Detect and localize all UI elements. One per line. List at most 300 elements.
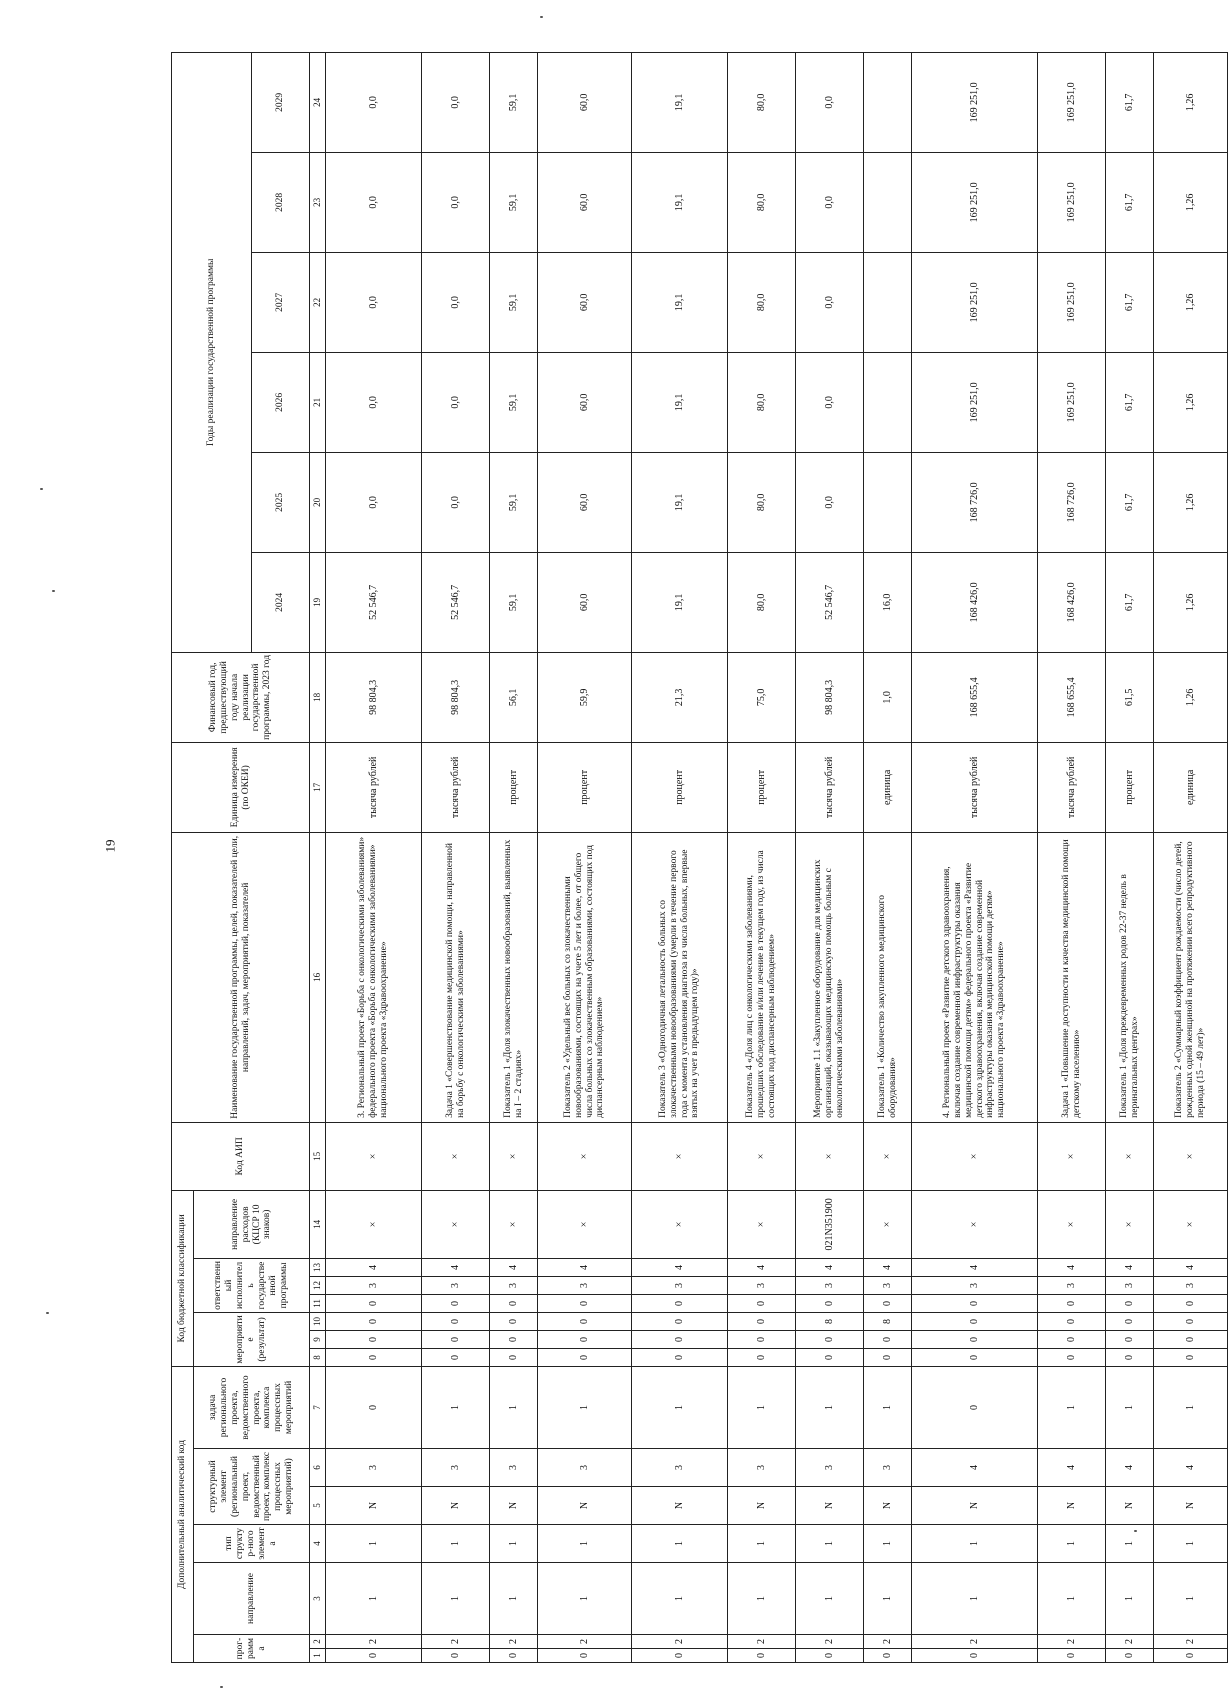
scan-speck: [40, 488, 43, 490]
code-cell: 2: [1038, 1635, 1106, 1649]
code-cell: 021N351900: [796, 1190, 864, 1258]
row-year-value: 0,0: [422, 452, 490, 552]
row-year-value: [864, 152, 912, 252]
row-fin-year-value: 1,26: [1154, 652, 1228, 742]
row-year-value: 169 251,0: [1038, 52, 1106, 152]
code-cell: 2: [864, 1635, 912, 1649]
row-year-value: 0,0: [796, 252, 864, 352]
code-cell: 0: [1106, 1348, 1154, 1366]
code-cell: 0: [538, 1330, 632, 1348]
row-year-value: 61,7: [1106, 252, 1154, 352]
code-cell: 0: [796, 1294, 864, 1312]
code-cell: 3: [1154, 1276, 1228, 1294]
row-year-value: [864, 52, 912, 152]
code-cell: 0: [912, 1366, 1038, 1448]
header-direction: направление: [194, 1563, 310, 1635]
scan-speck: [540, 16, 543, 18]
row-unit: единица: [864, 742, 912, 832]
row-year-value: 61,7: [1106, 152, 1154, 252]
row-unit: тысяча рублей: [796, 742, 864, 832]
code-cell: 0: [728, 1294, 796, 1312]
column-number-11: 11: [310, 1294, 326, 1312]
header-years-group: Годы реализации государственной программы: [172, 52, 252, 652]
code-cell: ×: [912, 1190, 1038, 1258]
row-year-value: 80,0: [728, 452, 796, 552]
row-fin-year-value: 1,0: [864, 652, 912, 742]
code-cell: 0: [326, 1294, 422, 1312]
column-number-10: 10: [310, 1312, 326, 1330]
code-cell: 4: [538, 1258, 632, 1276]
row-year-value: 0,0: [796, 452, 864, 552]
column-number-24: 24: [310, 52, 326, 152]
row-unit: тысяча рублей: [912, 742, 1038, 832]
header-struct-element: структурный элемент (региональный проект, ведомственный проект, комплекс процессных мероприятий): [194, 1449, 310, 1525]
table-row: [490, 52, 538, 1662]
table-row: [1038, 52, 1106, 1662]
code-cell: 0: [538, 1348, 632, 1366]
code-cell: 3: [422, 1276, 490, 1294]
code-cell: 1: [912, 1563, 1038, 1635]
code-cell: 2: [796, 1635, 864, 1649]
code-cell: 3: [422, 1449, 490, 1487]
row-name: Показатель 2 «Удельный вес больных со злокачественными новообразованиями, состоящих на учете 5 лет и более, от общего числа больных со злокачественным образованиями, состоящих под диспансерным наблюдением»: [538, 832, 632, 1122]
row-year-value: 60,0: [538, 552, 632, 652]
row-year-value: 1,26: [1154, 52, 1228, 152]
code-cell: 0: [632, 1312, 728, 1330]
row-name: Задача 1 «Повышение доступности и качества медицинской помощи детскому населению»: [1038, 832, 1106, 1122]
code-cell: 1: [538, 1563, 632, 1635]
code-cell: 0: [632, 1330, 728, 1348]
code-cell: 4: [1106, 1258, 1154, 1276]
code-cell: 0: [912, 1294, 1038, 1312]
code-cell: N: [490, 1487, 538, 1525]
code-cell: ×: [326, 1190, 422, 1258]
code-cell: 0: [490, 1649, 538, 1663]
row-fin-year-value: 56,1: [490, 652, 538, 742]
code-cell: ×: [864, 1190, 912, 1258]
row-year-value: 61,7: [1106, 352, 1154, 452]
code-cell: N: [326, 1487, 422, 1525]
header-year-2028: 2028: [252, 152, 310, 252]
code-cell: 3: [490, 1449, 538, 1487]
row-year-value: 0,0: [422, 352, 490, 452]
column-number-6: 6: [310, 1449, 326, 1487]
code-cell: N: [728, 1487, 796, 1525]
row-year-value: 60,0: [538, 52, 632, 152]
row-year-value: 59,1: [490, 452, 538, 552]
table-row: [796, 52, 864, 1662]
code-cell: 0: [326, 1330, 422, 1348]
row-name: 4. Региональный проект «Развитие детского здравоохранения, включая создание современной инфраструктуры оказания медицинской помощи детям» федерального проекта «Развитие детского здравоохранения, включая создание современной инфраструктуры оказания медицинской помощи детям» национального проекта «Здравоохранение»: [912, 832, 1038, 1122]
column-number-16: 16: [310, 832, 326, 1122]
code-cell: 0: [1038, 1312, 1106, 1330]
row-year-value: 60,0: [538, 152, 632, 252]
row-year-value: 80,0: [728, 352, 796, 452]
code-cell: 1: [490, 1563, 538, 1635]
code-cell: 1: [1038, 1366, 1106, 1448]
code-cell: ×: [632, 1190, 728, 1258]
row-unit: единица: [1154, 742, 1228, 832]
code-cell: 3: [728, 1276, 796, 1294]
column-number-14: 14: [310, 1190, 326, 1258]
code-cell: 1: [422, 1525, 490, 1563]
code-cell: 4: [728, 1258, 796, 1276]
code-cell: ×: [864, 1122, 912, 1190]
code-cell: N: [796, 1487, 864, 1525]
header-task: задача регионального проекта, ведомственного проекта, комплекса процессных мероприятий: [194, 1366, 310, 1448]
row-year-value: 0,0: [326, 52, 422, 152]
code-cell: 0: [864, 1294, 912, 1312]
header-year-2024: 2024: [252, 552, 310, 652]
code-cell: 0: [490, 1294, 538, 1312]
column-number-15: 15: [310, 1122, 326, 1190]
code-cell: 2: [728, 1635, 796, 1649]
code-cell: 3: [728, 1449, 796, 1487]
row-name: Показатель 1 «Доля преждевременных родов 22-37 недель в перинатальных центрах»: [1106, 832, 1154, 1122]
code-cell: 0: [1106, 1294, 1154, 1312]
column-number-13: 13: [310, 1258, 326, 1276]
code-cell: 3: [864, 1449, 912, 1487]
code-cell: N: [538, 1487, 632, 1525]
code-cell: ×: [728, 1122, 796, 1190]
code-cell: 1: [728, 1525, 796, 1563]
row-name: Показатель 1 «Количество закупленного медицинского оборудования»: [864, 832, 912, 1122]
code-cell: 4: [1106, 1449, 1154, 1487]
code-cell: 1: [490, 1366, 538, 1448]
row-year-value: 169 251,0: [912, 352, 1038, 452]
row-unit: процент: [538, 742, 632, 832]
code-cell: 3: [796, 1449, 864, 1487]
code-cell: 0: [1154, 1312, 1228, 1330]
code-cell: 2: [490, 1635, 538, 1649]
column-number-row: [310, 52, 326, 1662]
row-year-value: [864, 252, 912, 352]
row-name: Задача 1 «Совершенствование медицинской помощи, направленной на борьбу с онкологическими заболеваниями»: [422, 832, 490, 1122]
code-cell: 2: [422, 1635, 490, 1649]
code-cell: ×: [422, 1190, 490, 1258]
code-cell: 0: [422, 1330, 490, 1348]
header-aip-code: Код АИП: [172, 1122, 310, 1190]
column-number-9: 9: [310, 1330, 326, 1348]
code-cell: ×: [490, 1190, 538, 1258]
code-cell: 1: [632, 1366, 728, 1448]
row-fin-year-value: 75,0: [728, 652, 796, 742]
code-cell: 0: [796, 1348, 864, 1366]
code-cell: 0: [490, 1312, 538, 1330]
code-cell: 1: [1154, 1563, 1228, 1635]
code-cell: 0: [912, 1348, 1038, 1366]
code-cell: 3: [1106, 1276, 1154, 1294]
code-cell: 0: [796, 1330, 864, 1348]
program-table: [171, 52, 1228, 1663]
code-cell: 0: [728, 1348, 796, 1366]
scan-speck: [1134, 1530, 1137, 1532]
row-year-value: 59,1: [490, 152, 538, 252]
column-number-1: 1: [310, 1649, 326, 1663]
code-cell: 4: [1154, 1258, 1228, 1276]
row-fin-year-value: 21,3: [632, 652, 728, 742]
header-unit: Единица измерения (по ОКЕИ): [172, 742, 310, 832]
code-cell: 3: [326, 1276, 422, 1294]
code-cell: ×: [422, 1122, 490, 1190]
code-cell: 1: [796, 1525, 864, 1563]
header-year-2029: 2029: [252, 52, 310, 152]
code-cell: 0: [632, 1294, 728, 1312]
table-row: [864, 52, 912, 1662]
code-cell: 1: [1106, 1525, 1154, 1563]
table-row: [728, 52, 796, 1662]
code-cell: ×: [1154, 1122, 1228, 1190]
code-cell: 3: [326, 1449, 422, 1487]
column-number-2: 2: [310, 1635, 326, 1649]
code-cell: 0: [1038, 1649, 1106, 1663]
row-year-value: 61,7: [1106, 452, 1154, 552]
code-cell: ×: [1038, 1122, 1106, 1190]
code-cell: 0: [1038, 1294, 1106, 1312]
code-cell: N: [422, 1487, 490, 1525]
code-cell: 4: [1038, 1449, 1106, 1487]
code-cell: 1: [1038, 1563, 1106, 1635]
row-name: Показатель 1 «Доля злокачественных новообразований, выявленных на I – 2 стадиях»: [490, 832, 538, 1122]
code-cell: 1: [864, 1563, 912, 1635]
row-unit: процент: [1106, 742, 1154, 832]
row-year-value: 19,1: [632, 52, 728, 152]
row-year-value: 52 546,7: [796, 552, 864, 652]
code-cell: 3: [796, 1276, 864, 1294]
row-unit: процент: [490, 742, 538, 832]
code-cell: 2: [1154, 1635, 1228, 1649]
code-cell: 0: [1038, 1348, 1106, 1366]
code-cell: 3: [1038, 1276, 1106, 1294]
code-cell: 1: [1154, 1525, 1228, 1563]
table-row: [422, 52, 490, 1662]
code-cell: 1: [422, 1366, 490, 1448]
code-cell: 0: [326, 1348, 422, 1366]
code-cell: 3: [632, 1449, 728, 1487]
table-row: [632, 52, 728, 1662]
row-year-value: 0,0: [796, 152, 864, 252]
header-measure: мероприятие (результат): [194, 1312, 310, 1366]
code-cell: 4: [864, 1258, 912, 1276]
code-cell: 0: [864, 1330, 912, 1348]
code-cell: 1: [796, 1366, 864, 1448]
code-cell: 0: [864, 1649, 912, 1663]
row-year-value: 0,0: [422, 252, 490, 352]
code-cell: 0: [1106, 1312, 1154, 1330]
code-cell: 1: [912, 1525, 1038, 1563]
row-year-value: 0,0: [326, 452, 422, 552]
header-expense: направление расходов (КЦСР 10 знаков): [194, 1190, 310, 1258]
row-year-value: 0,0: [796, 352, 864, 452]
code-cell: 1: [864, 1525, 912, 1563]
header-year-2027: 2027: [252, 252, 310, 352]
code-cell: N: [1106, 1487, 1154, 1525]
code-cell: 1: [632, 1563, 728, 1635]
column-number-4: 4: [310, 1525, 326, 1563]
code-cell: 2: [632, 1635, 728, 1649]
code-cell: 0: [728, 1330, 796, 1348]
code-cell: ×: [1038, 1190, 1106, 1258]
row-fin-year-value: 98 804,3: [796, 652, 864, 742]
row-year-value: 169 251,0: [912, 52, 1038, 152]
header-budget-code: Код бюджетной классификации: [172, 1190, 194, 1366]
code-cell: 0: [1154, 1649, 1228, 1663]
column-number-20: 20: [310, 452, 326, 552]
header-name: Наименование государственной программы, целей, показателей цели, направлений, задач, мероприятий, показателей: [172, 832, 310, 1122]
code-cell: 4: [326, 1258, 422, 1276]
row-fin-year-value: 59,9: [538, 652, 632, 742]
code-cell: 8: [864, 1312, 912, 1330]
code-cell: 0: [490, 1348, 538, 1366]
row-year-value: 0,0: [422, 152, 490, 252]
column-number-3: 3: [310, 1563, 326, 1635]
code-cell: 0: [728, 1312, 796, 1330]
code-cell: N: [1038, 1487, 1106, 1525]
code-cell: 3: [912, 1276, 1038, 1294]
row-year-value: [864, 452, 912, 552]
column-number-8: 8: [310, 1348, 326, 1366]
code-cell: 0: [538, 1294, 632, 1312]
code-cell: ×: [796, 1122, 864, 1190]
row-unit: процент: [632, 742, 728, 832]
row-fin-year-value: 98 804,3: [422, 652, 490, 742]
code-cell: 0: [326, 1312, 422, 1330]
code-cell: 0: [1154, 1294, 1228, 1312]
table-row: [1106, 52, 1154, 1662]
row-year-value: 169 251,0: [1038, 252, 1106, 352]
row-name: 3. Региональный проект «Борьба с онкологическими заболеваниями» федерального проекта «Борьба с онкологическими заболеваниями» национального проекта «Здравоохранение»: [326, 832, 422, 1122]
code-cell: 3: [538, 1449, 632, 1487]
code-cell: 2: [326, 1635, 422, 1649]
code-cell: 0: [490, 1330, 538, 1348]
code-cell: 1: [728, 1366, 796, 1448]
code-cell: 1: [632, 1525, 728, 1563]
row-year-value: [864, 352, 912, 452]
row-year-value: 60,0: [538, 252, 632, 352]
scan-speck: [220, 1686, 223, 1688]
code-cell: ×: [326, 1122, 422, 1190]
code-cell: 2: [912, 1635, 1038, 1649]
code-cell: N: [912, 1487, 1038, 1525]
code-cell: 0: [912, 1330, 1038, 1348]
column-number-19: 19: [310, 552, 326, 652]
row-year-value: 0,0: [796, 52, 864, 152]
header-type: тип структур-ного элемента: [194, 1525, 310, 1563]
code-cell: 1: [1038, 1525, 1106, 1563]
code-cell: 1: [1106, 1563, 1154, 1635]
row-year-value: 80,0: [728, 52, 796, 152]
row-year-value: 19,1: [632, 352, 728, 452]
code-cell: 3: [538, 1276, 632, 1294]
table-row: [1154, 52, 1228, 1662]
row-year-value: 59,1: [490, 552, 538, 652]
code-cell: 1: [326, 1563, 422, 1635]
code-cell: N: [632, 1487, 728, 1525]
header-additional-code: Дополнительный аналитический код: [172, 1366, 194, 1662]
column-number-12: 12: [310, 1276, 326, 1294]
code-cell: 0: [912, 1649, 1038, 1663]
code-cell: 0: [1106, 1649, 1154, 1663]
code-cell: 3: [632, 1276, 728, 1294]
code-cell: ×: [1106, 1122, 1154, 1190]
row-year-value: 1,26: [1154, 452, 1228, 552]
code-cell: 0: [422, 1294, 490, 1312]
column-number-18: 18: [310, 652, 326, 742]
row-year-value: 60,0: [538, 352, 632, 452]
code-cell: 0: [796, 1649, 864, 1663]
row-year-value: 169 251,0: [1038, 352, 1106, 452]
row-year-value: 59,1: [490, 252, 538, 352]
code-cell: ×: [728, 1190, 796, 1258]
code-cell: N: [1154, 1487, 1228, 1525]
code-cell: 1: [422, 1563, 490, 1635]
code-cell: 1: [1154, 1366, 1228, 1448]
code-cell: 4: [1038, 1258, 1106, 1276]
row-year-value: 19,1: [632, 552, 728, 652]
row-year-value: 19,1: [632, 152, 728, 252]
row-year-value: 169 251,0: [1038, 152, 1106, 252]
row-year-value: 61,7: [1106, 552, 1154, 652]
code-cell: 4: [912, 1449, 1038, 1487]
row-name: Показатель 4 «Доля лиц с онкологическими заболеваниями, прошедших обследование и/или лечение в текущем году, из числа состоящих под диспансерным наблюдением»: [728, 832, 796, 1122]
code-cell: 4: [632, 1258, 728, 1276]
row-year-value: 60,0: [538, 452, 632, 552]
table-row: [538, 52, 632, 1662]
code-cell: 4: [1154, 1449, 1228, 1487]
code-cell: ×: [538, 1190, 632, 1258]
row-year-value: 1,26: [1154, 352, 1228, 452]
row-year-value: 80,0: [728, 152, 796, 252]
column-number-22: 22: [310, 252, 326, 352]
row-year-value: 59,1: [490, 52, 538, 152]
row-year-value: 168 726,0: [912, 452, 1038, 552]
row-year-value: 168 726,0: [1038, 452, 1106, 552]
code-cell: 1: [796, 1563, 864, 1635]
header-program: прог-рамма: [194, 1635, 310, 1663]
row-year-value: 0,0: [326, 252, 422, 352]
row-year-value: 61,7: [1106, 52, 1154, 152]
code-cell: 1: [538, 1525, 632, 1563]
row-year-value: 19,1: [632, 252, 728, 352]
code-cell: 0: [1154, 1330, 1228, 1348]
code-cell: ×: [1106, 1190, 1154, 1258]
code-cell: 1: [538, 1366, 632, 1448]
row-year-value: 1,26: [1154, 152, 1228, 252]
column-number-5: 5: [310, 1487, 326, 1525]
code-cell: N: [864, 1487, 912, 1525]
code-cell: 3: [864, 1276, 912, 1294]
code-cell: 1: [326, 1525, 422, 1563]
row-name: Показатель 3 «Одногодичная летальность больных со злокачественными новообразованиями (умерли в течение первого года с момента установления диагноза из числа больных, впервые взятых на учет в предыдущем году)»: [632, 832, 728, 1122]
code-cell: 1: [728, 1563, 796, 1635]
code-cell: 0: [912, 1312, 1038, 1330]
row-fin-year-value: 168 655,4: [1038, 652, 1106, 742]
code-cell: 0: [538, 1649, 632, 1663]
code-cell: ×: [1154, 1190, 1228, 1258]
code-cell: ×: [538, 1122, 632, 1190]
row-year-value: 80,0: [728, 552, 796, 652]
row-year-value: 59,1: [490, 352, 538, 452]
row-year-value: 16,0: [864, 552, 912, 652]
code-cell: 0: [728, 1649, 796, 1663]
code-cell: 1: [490, 1525, 538, 1563]
column-number-21: 21: [310, 352, 326, 452]
row-unit: тысяча рублей: [326, 742, 422, 832]
code-cell: 4: [912, 1258, 1038, 1276]
row-year-value: 0,0: [326, 352, 422, 452]
row-fin-year-value: 61,5: [1106, 652, 1154, 742]
column-number-7: 7: [310, 1366, 326, 1448]
